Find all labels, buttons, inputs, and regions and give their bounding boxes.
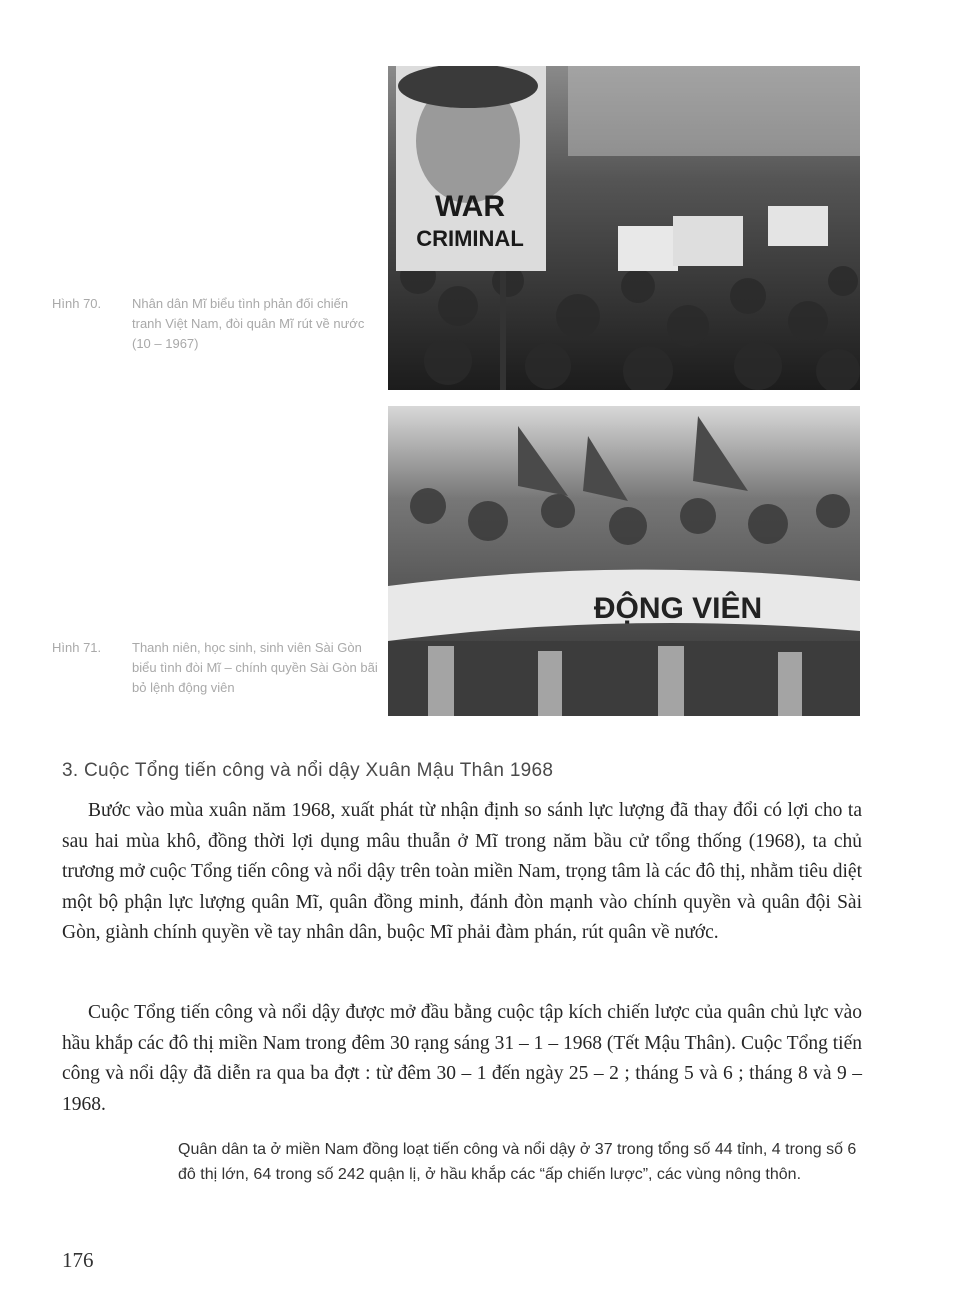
figure-70-label: Hình 70. (52, 296, 102, 311)
figure-70-caption-text: Nhân dân Mĩ biểu tình phản đối chiến tranh Việt Nam, đòi quân Mĩ rút về nước (10 – 1967) (132, 296, 365, 351)
sign-text: WAR (435, 190, 505, 223)
figure-71-photo (388, 406, 860, 716)
figure-71-caption (52, 638, 380, 698)
note-box: Quân dân ta ở miền Nam đồng loạt tiến công và nổi dậy ở 37 trong tổng số 44 tỉnh, 4 trong số 6 đô thị lớn, 64 trong số 242 quận lị, ở hầu khắp các “ấp chiến lược”, các vùng nông thôn. (178, 1141, 857, 1183)
paragraph-2-text: Cuộc Tổng tiến công và nổi dậy được mở đầu bằng cuộc tập kích chiến lược của quân chủ lực vào hầu khắp các đô thị miền Nam trong đêm 30 rạng sáng 31 – 1 – 1968 (Tết Mậu Thân). Cuộc Tổng tiến công và nổi dậy đã diễn ra qua ba đợt : từ đêm 30 – 1 đến ngày 25 – 2 ; tháng 5 và 6 ; tháng 8 và 9 – 1968. (62, 1002, 862, 1115)
paragraph-1 (62, 796, 862, 949)
paragraph-2 (62, 998, 862, 1120)
section-heading: 3. Cuộc Tổng tiến công và nổi dậy Xuân Mậu Thân 1968 (62, 760, 554, 781)
figure-71-caption-text: Thanh niên, học sinh, sinh viên Sài Gòn biểu tình đòi Mĩ – chính quyền Sài Gòn bãi bỏ lệnh động viên (132, 640, 378, 695)
figure-70-caption (52, 294, 380, 354)
page-number: 176 (62, 1248, 94, 1272)
banner-text: ĐỘNG VIÊN (593, 592, 763, 625)
sign-text: CRIMINAL (416, 226, 524, 251)
paragraph-1-text: Bước vào mùa xuân năm 1968, xuất phát từ nhận định so sánh lực lượng đã thay đổi có lợi cho ta sau hai mùa khô, đồng thời lợi dụng mâu thuẫn ở Mĩ trong năm bầu cử tổng thống (1968), ta chủ trương mở cuộc Tổng tiến công và nổi dậy trên toàn miền Nam, trọng tâm là các đô thị, nhằm tiêu diệt một bộ phận lực lượng quân Mĩ, quân đồng minh, đánh đòn mạnh vào chính quyền và quân đội Sài Gòn, giành chính quyền về tay nhân dân, buộc Mĩ phải đàm phán, rút quân về nước. (62, 800, 862, 943)
protest-crowd-image (388, 66, 860, 390)
figure-71-label: Hình 71. (52, 640, 102, 655)
student-march-image (388, 406, 860, 716)
figure-70-photo (388, 66, 860, 390)
